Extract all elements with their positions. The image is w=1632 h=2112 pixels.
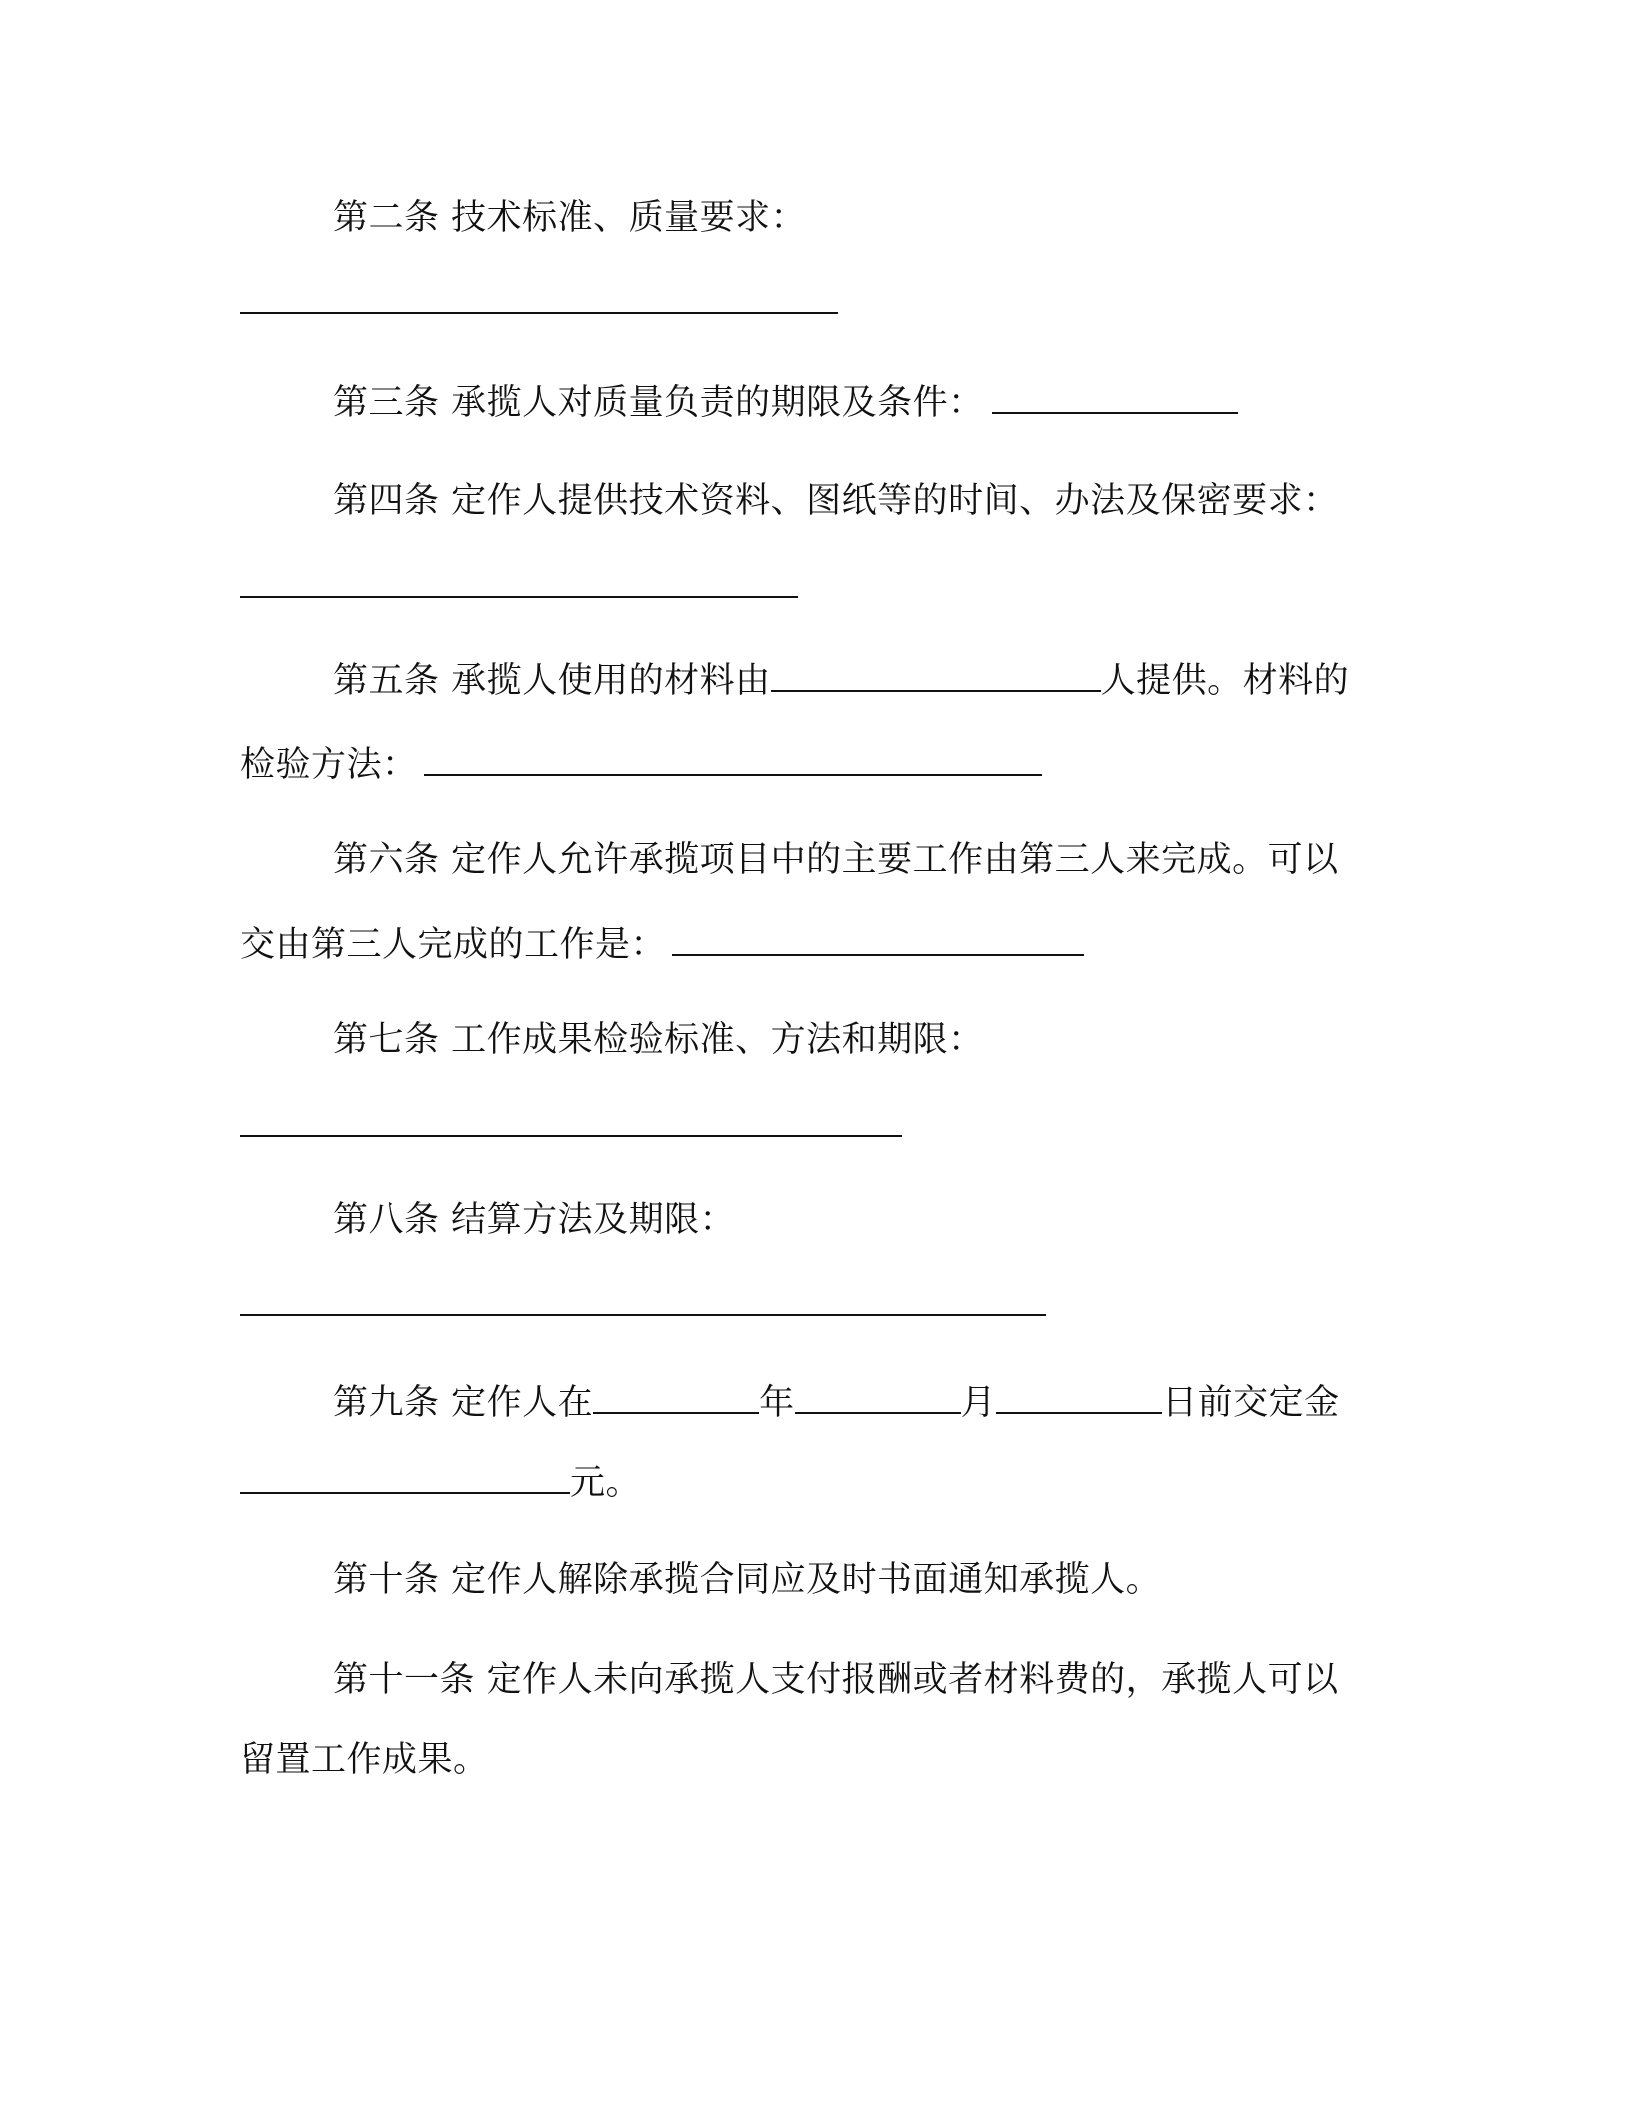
article-9-month-blank (795, 1378, 961, 1414)
article-9-line-2 (240, 1458, 641, 1505)
article-6-line-2 (240, 920, 1084, 967)
article-5-line-2 (240, 740, 1042, 787)
article-2-text: 第二条 技术标准、质量要求： (333, 198, 807, 238)
article-8-text: 第八条 结算方法及期限： (333, 1200, 736, 1240)
article-9-line-1 (333, 1378, 1340, 1425)
article-6-text-b: 交由第三人完成的工作是： (240, 925, 667, 965)
article-9-text-a: 第九条 定作人在 (333, 1383, 594, 1423)
article-6-blank (672, 920, 1084, 956)
article-9-amount-blank (240, 1458, 570, 1494)
article-5-text-a: 第五条 承揽人使用的材料由 (333, 661, 771, 701)
article-6-line-1 (333, 838, 1339, 882)
article-7-text: 第七条 工作成果检验标准、方法和期限： (333, 1020, 984, 1060)
article-3-text: 第三条 承揽人对质量负责的期限及条件： (333, 383, 984, 423)
article-11-line-2 (240, 1738, 489, 1782)
article-9-unit: 元。 (570, 1463, 642, 1503)
article-8-heading (333, 1198, 735, 1242)
article-3-line (333, 378, 1238, 425)
article-2-blank (240, 312, 838, 314)
article-11-text-a: 第十一条 定作人未向承揽人支付报酬或者材料费的，承揽人可以 (333, 1660, 1339, 1700)
article-4-blank (240, 596, 798, 598)
article-8-blank (240, 1314, 1046, 1316)
article-7-blank (240, 1135, 902, 1137)
article-9-year-blank (593, 1378, 759, 1414)
article-11-text-b: 留置工作成果。 (240, 1740, 489, 1780)
article-5-line-1 (333, 656, 1349, 703)
article-4-text: 第四条 定作人提供技术资料、图纸等的时间、办法及保密要求： (333, 481, 1339, 521)
article-5-method-blank (424, 740, 1042, 776)
article-10-line (333, 1558, 1161, 1602)
article-9-year-label: 年 (759, 1383, 795, 1423)
article-11-line-1 (333, 1658, 1339, 1702)
article-6-text-a: 第六条 定作人允许承揽项目中的主要工作由第三人来完成。可以 (333, 840, 1339, 880)
article-4-heading (333, 479, 1339, 523)
article-2-heading (333, 196, 806, 240)
article-5-text-c: 检验方法： (240, 745, 418, 785)
article-9-day-blank (996, 1378, 1162, 1414)
article-5-text-b: 人提供。材料的 (1100, 661, 1350, 701)
article-5-supplier-blank (771, 656, 1101, 692)
article-10-text: 第十条 定作人解除承揽合同应及时书面通知承揽人。 (333, 1560, 1162, 1600)
article-3-blank (992, 378, 1238, 414)
article-9-text-b: 日前交定金 (1162, 1383, 1340, 1423)
article-7-heading (333, 1018, 984, 1062)
article-9-month-label: 月 (960, 1383, 997, 1423)
